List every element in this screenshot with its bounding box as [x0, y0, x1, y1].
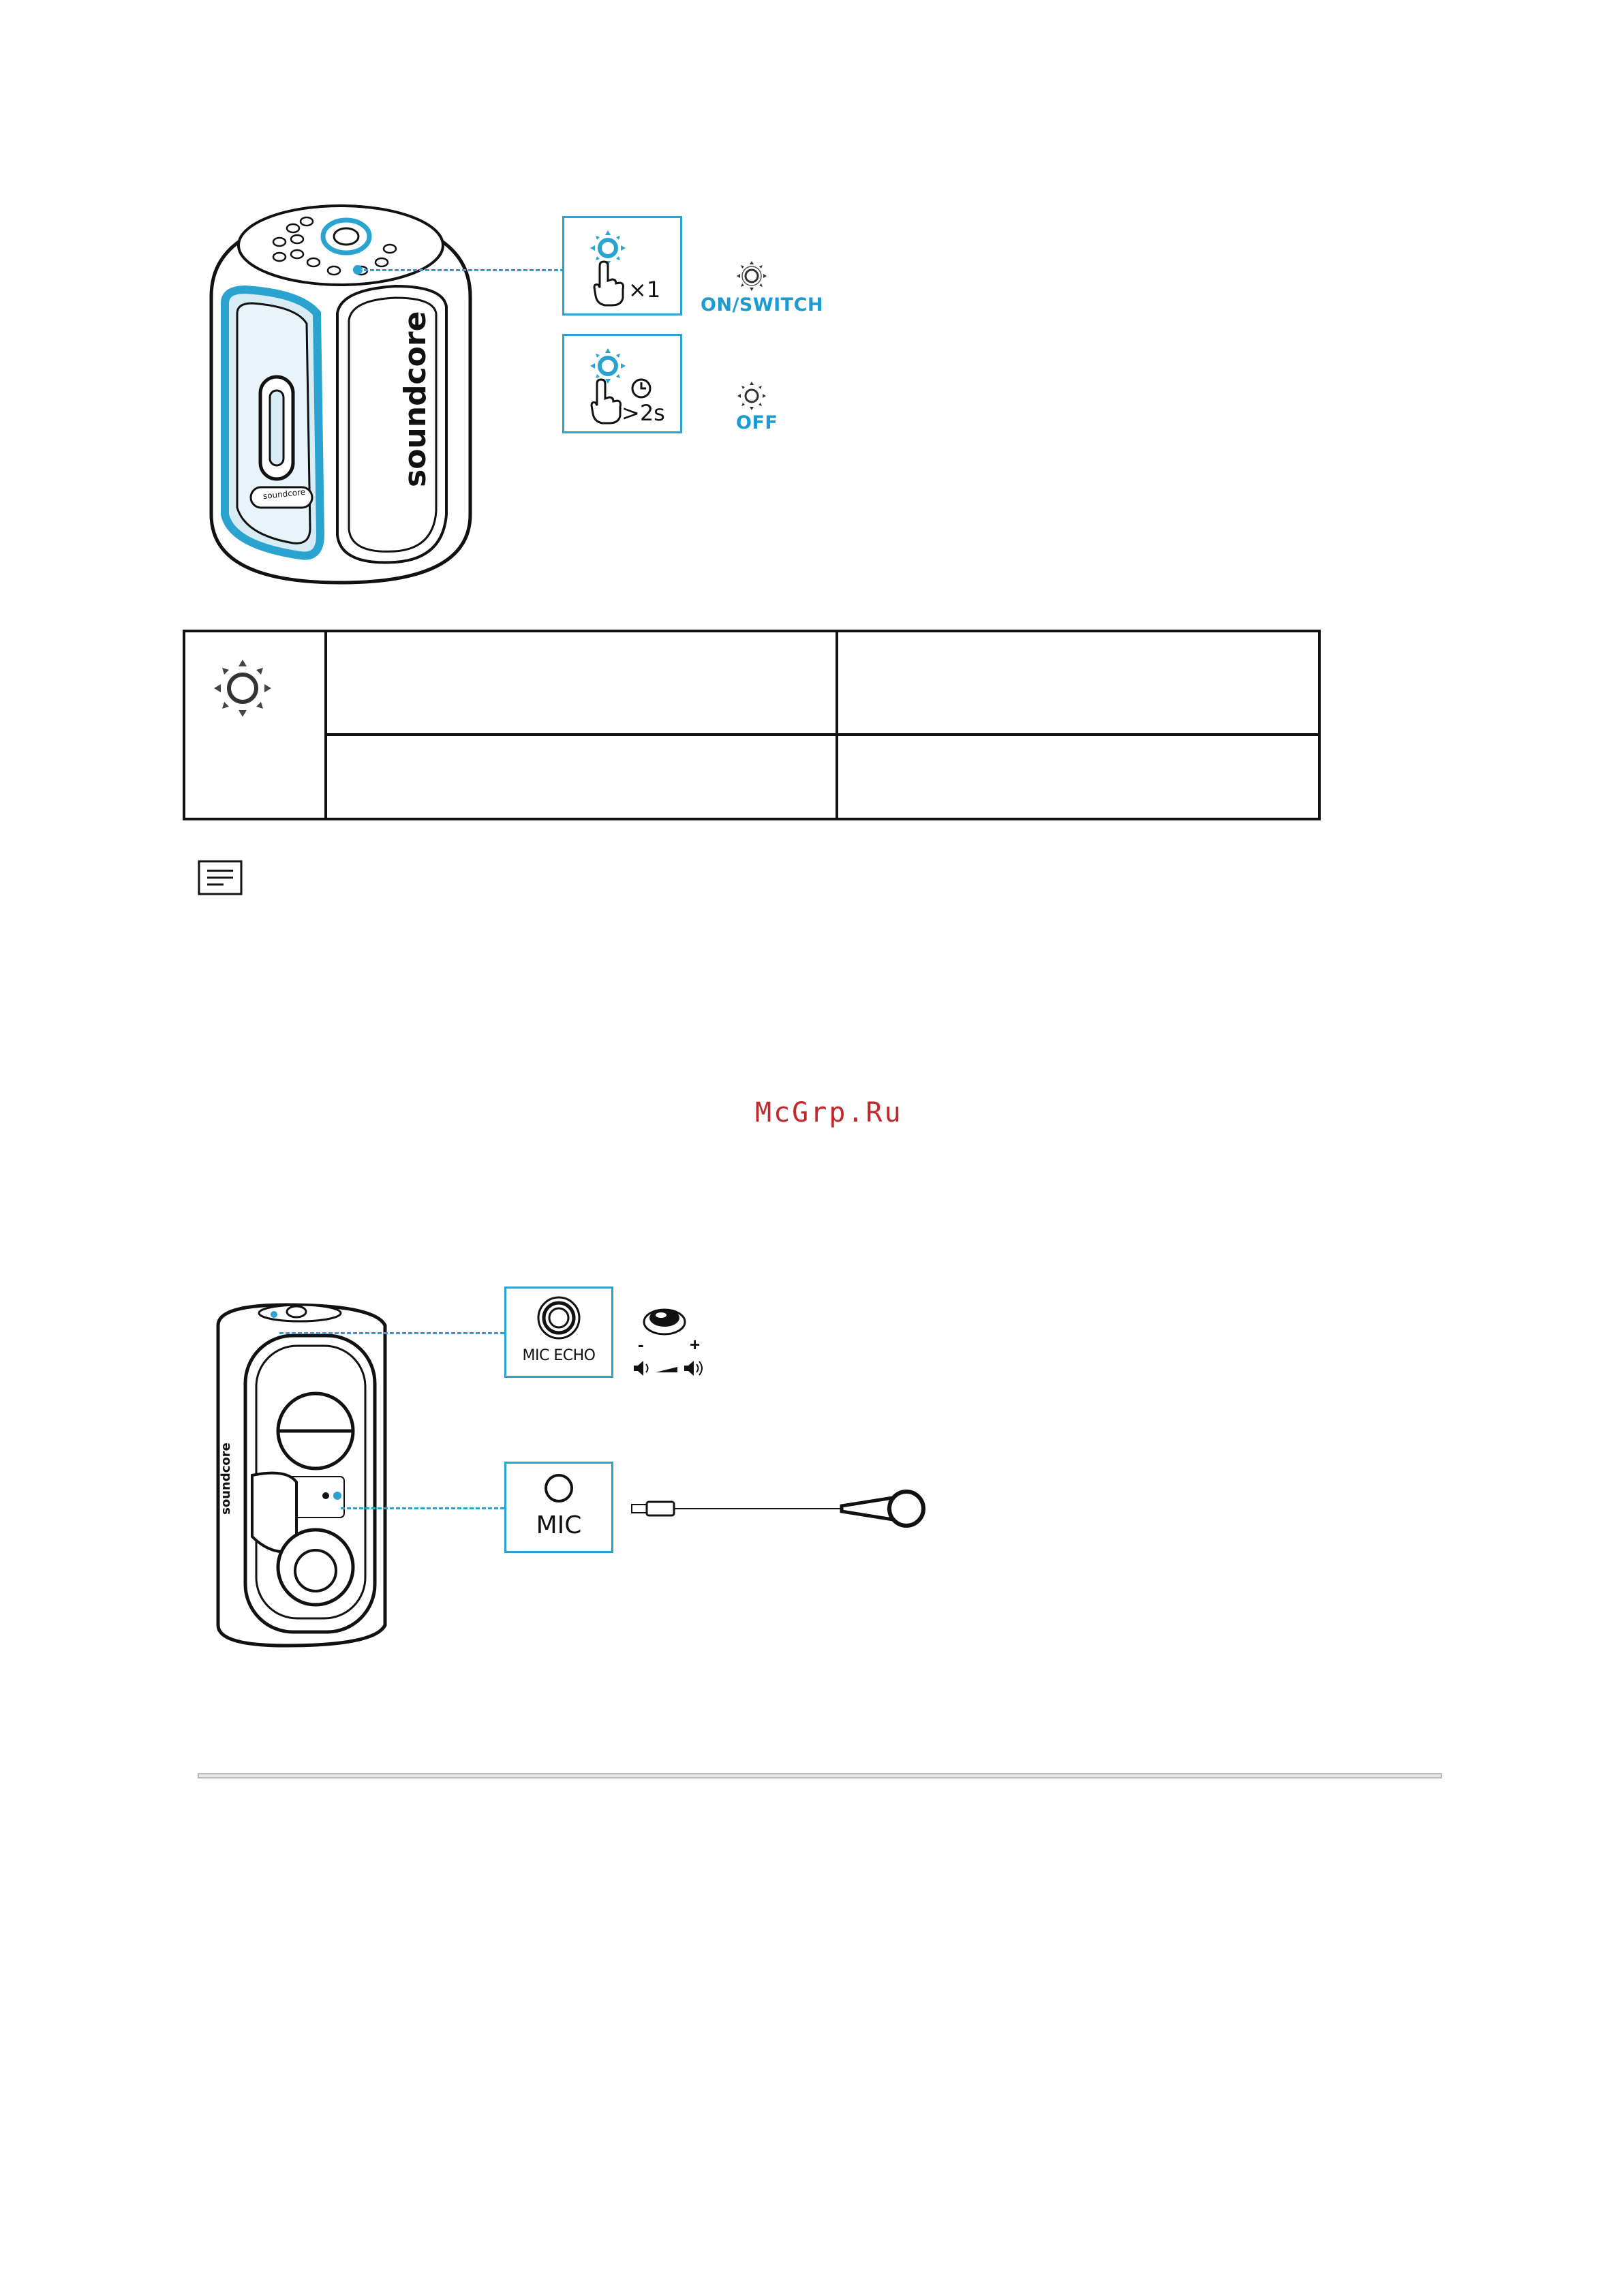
callout-line-power — [358, 269, 564, 271]
clock-icon — [630, 377, 653, 400]
finger-press-icon — [592, 260, 626, 308]
mic-port-box — [504, 1462, 613, 1553]
press-count-text: ×1 — [628, 277, 661, 303]
table-divider — [324, 632, 327, 818]
power-button-icon — [210, 656, 275, 721]
power-on-icon — [735, 259, 769, 293]
minus-sign: - — [638, 1334, 644, 1355]
mic-echo-box — [504, 1287, 613, 1378]
watermark-text: McGrp.Ru — [755, 1097, 903, 1128]
press-hold-box — [562, 334, 682, 433]
plus-sign: + — [690, 1334, 701, 1355]
button-function-table — [183, 630, 1321, 820]
off-label: OFF — [736, 412, 778, 433]
callout-dot — [353, 265, 363, 275]
on-switch-label: ON/SWITCH — [701, 294, 824, 315]
hold-duration-text: >2s — [622, 400, 665, 426]
brand-logo-vertical: soundcore — [398, 311, 433, 487]
mic-label: MIC — [536, 1511, 582, 1539]
microphone-icon — [630, 1479, 937, 1540]
brand-logo-small: soundcore — [262, 487, 306, 502]
mic-echo-label: MIC ECHO — [522, 1347, 596, 1364]
table-divider — [324, 733, 1318, 736]
finger-press-icon — [589, 378, 623, 426]
note-icon — [198, 860, 243, 895]
press-once-box — [562, 216, 682, 315]
callout-line-mic-echo — [279, 1332, 504, 1334]
section-divider — [198, 1773, 1442, 1778]
volume-low-high-icon — [632, 1357, 707, 1379]
table-divider — [836, 632, 838, 818]
speaker-illustration-top — [198, 194, 484, 589]
knob-icon — [535, 1294, 583, 1342]
mic-jack-icon — [542, 1472, 575, 1505]
power-off-icon — [736, 380, 767, 412]
brand-logo-vertical: soundcore — [219, 1443, 233, 1515]
callout-line-mic — [341, 1507, 504, 1509]
